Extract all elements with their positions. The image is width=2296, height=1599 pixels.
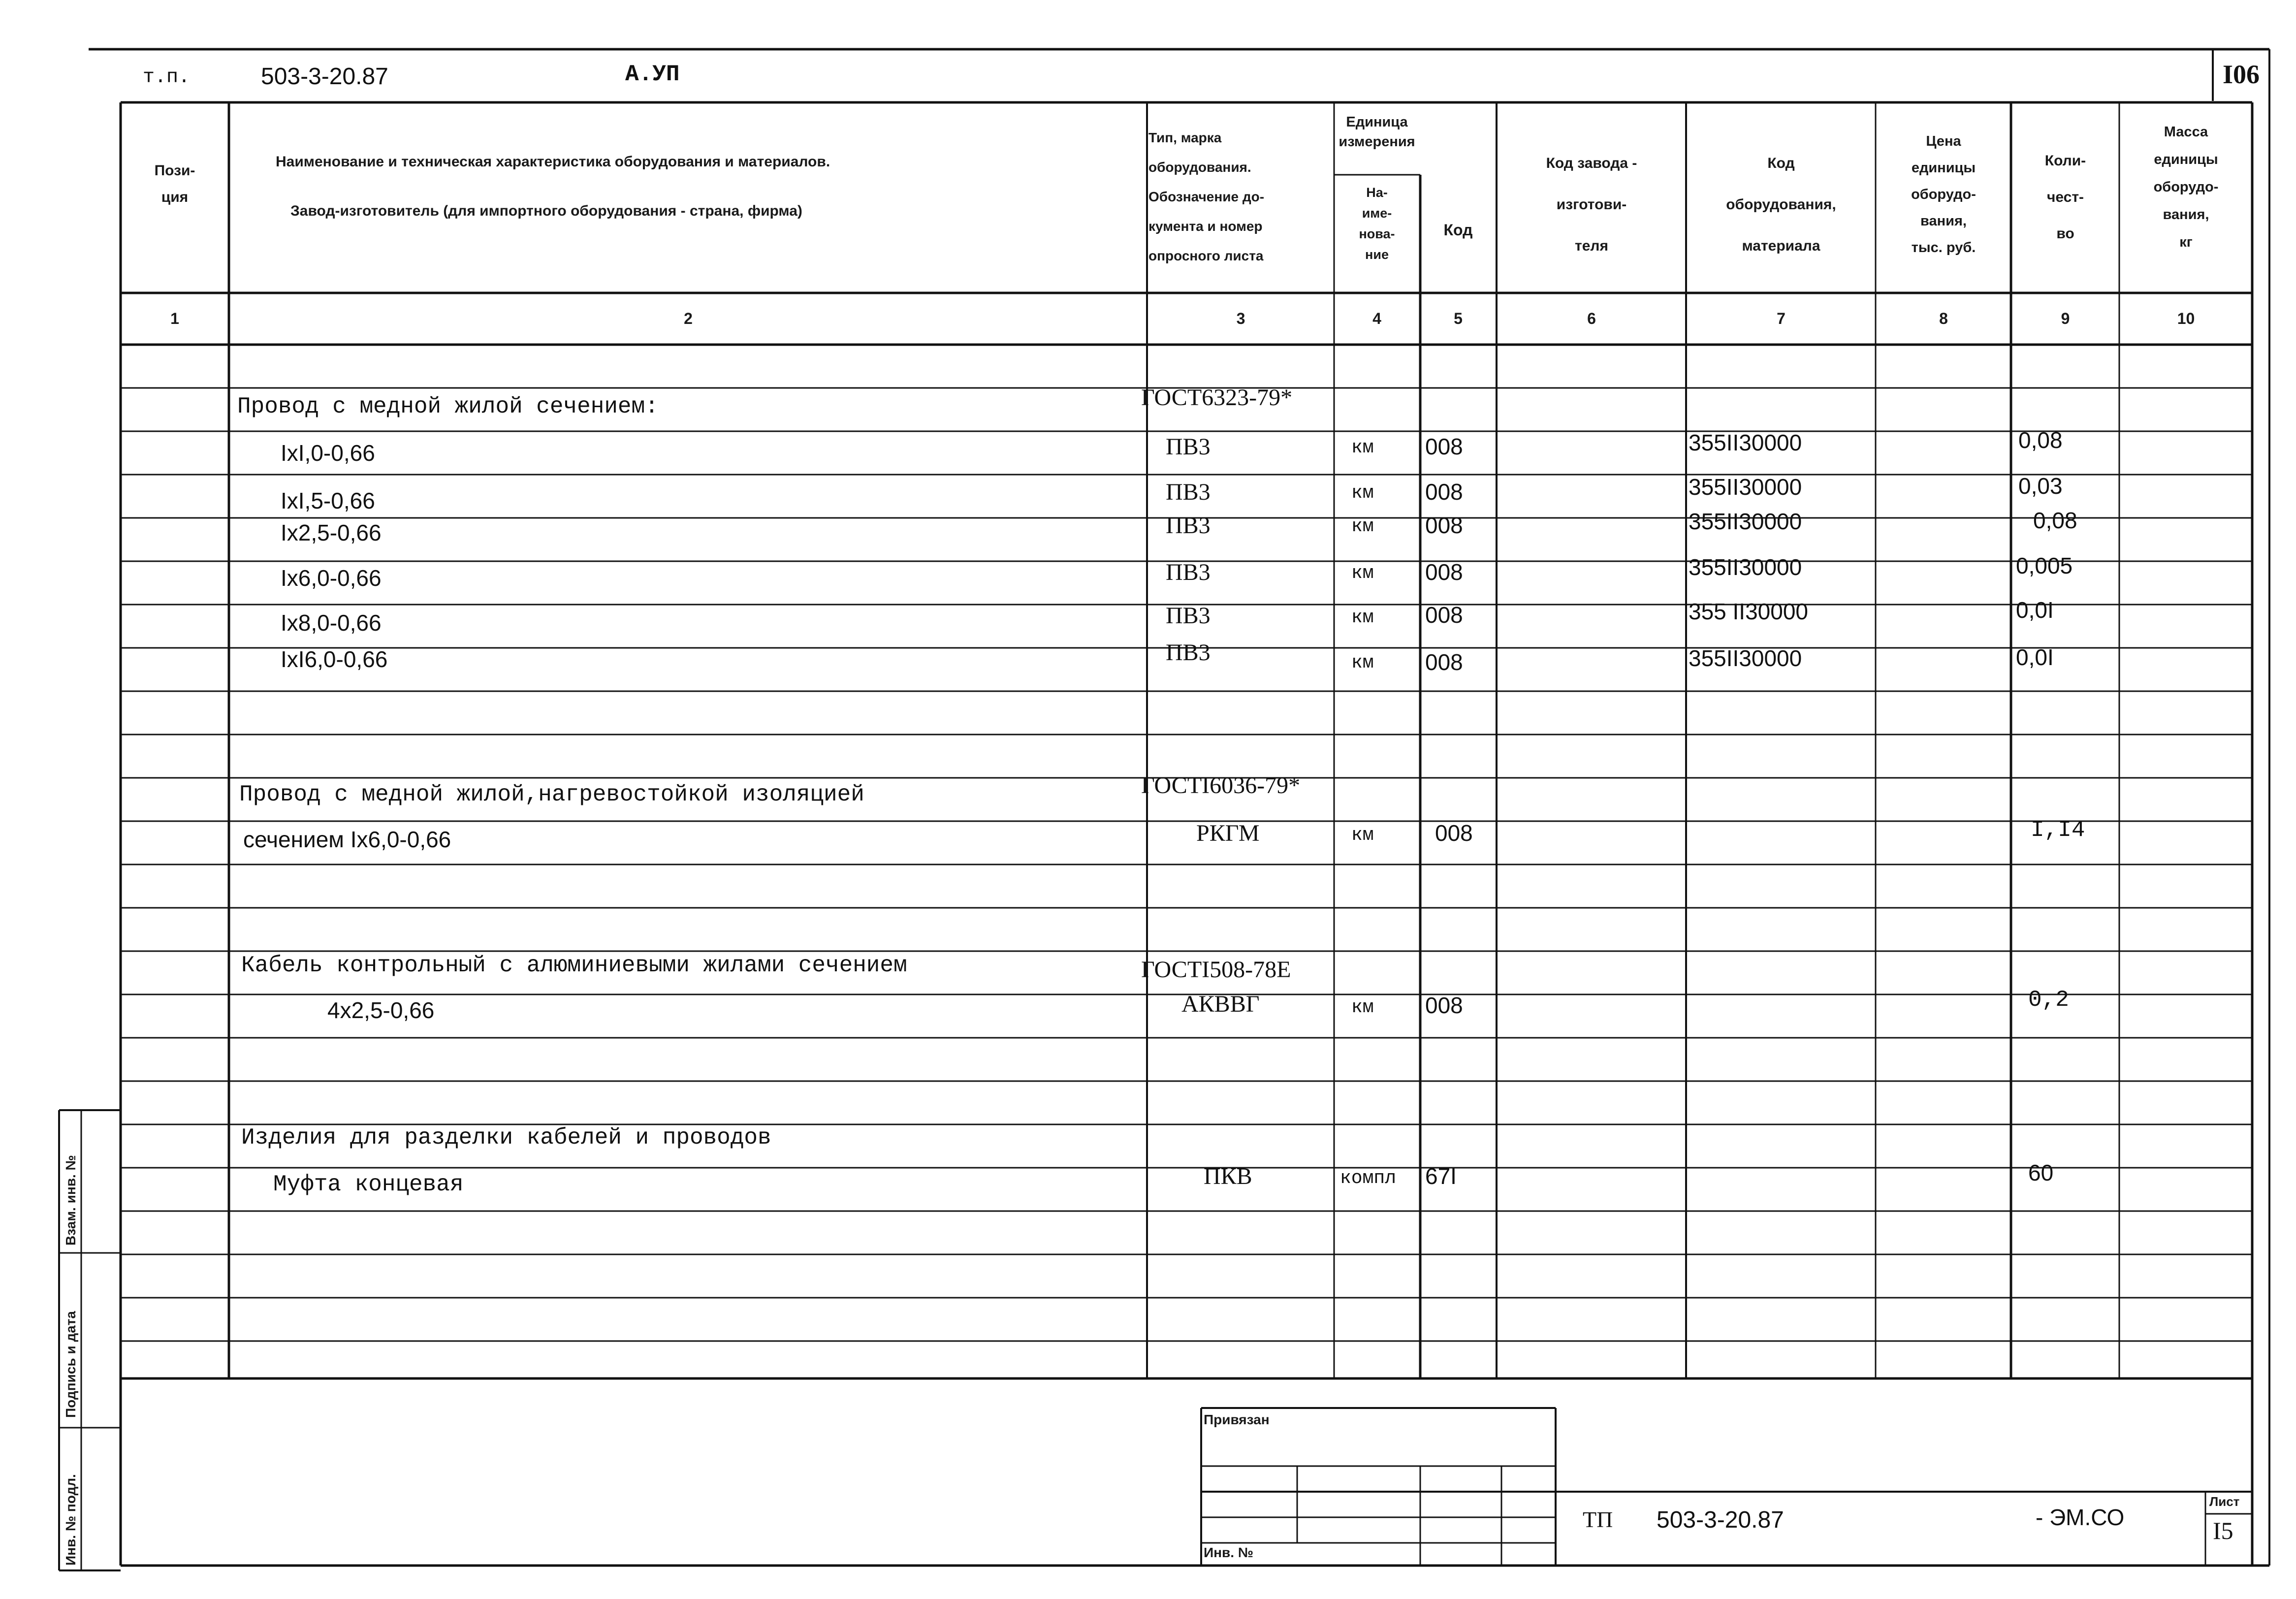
row-13-qty: 60 — [2028, 1160, 2054, 1185]
sidebar-original-inventory: Инв. № подл. — [63, 1474, 78, 1566]
row-9-type: РКГМ — [1196, 820, 1260, 846]
project-code: 503-3-20.87 — [261, 64, 388, 90]
row-5-unit: км — [1351, 563, 1374, 584]
row-9-qty: I,I4 — [2031, 817, 2085, 843]
row-4-qty: 0,08 — [2033, 508, 2077, 533]
row-10-doc: ГОСТI508-78Е — [1141, 957, 1291, 983]
row-1-name: Провод с медной жилой сечением: — [237, 394, 659, 419]
row-13-name: Муфта концевая — [273, 1172, 464, 1197]
row-6-unit: км — [1351, 607, 1374, 628]
row-3-type: ПВ3 — [1166, 479, 1211, 505]
row-5-name: Ix6,0-0,66 — [281, 565, 382, 591]
page-number: I06 — [2223, 60, 2260, 89]
stamp-project-code: 503-3-20.87 — [1657, 1507, 1784, 1533]
row-3-unit: км — [1351, 482, 1374, 504]
sidebar-replace-inventory: Взам. инв. № — [63, 1155, 78, 1246]
stamp-sheet-label: Лист — [2209, 1494, 2240, 1509]
row-3-code: 008 — [1425, 479, 1463, 505]
row-7-type: ПВ3 — [1166, 640, 1211, 666]
row-2-material: 355II30000 — [1689, 430, 1802, 455]
col-unit-group-header: Единица измерения — [1339, 114, 1415, 150]
col-unit-name-header: На- име- нова- ние — [1359, 185, 1395, 262]
row-2-name: IxI,0-0,66 — [281, 440, 375, 466]
col-type-header: Тип, марка оборудования. Обозначение до- кумента и номер опросного листа — [1148, 130, 1265, 263]
row-2-unit: км — [1351, 437, 1374, 458]
album-code: А.УП — [625, 62, 680, 87]
row-6-name: Ix8,0-0,66 — [281, 610, 382, 636]
col-number-4: 4 — [1372, 310, 1381, 327]
row-4-code: 008 — [1425, 512, 1463, 538]
row-6-type: ПВ3 — [1166, 603, 1211, 629]
col-number-10: 10 — [2177, 310, 2195, 327]
row-11-code: 008 — [1425, 992, 1463, 1018]
col-unit-code-header: Код — [1443, 221, 1473, 239]
row-13-unit: компл — [1340, 1168, 1397, 1189]
stamp-document-suffix: - ЭМ.СО — [2036, 1504, 2125, 1530]
col-position-header: Пози- ция — [154, 162, 195, 205]
row-3-qty: 0,03 — [2018, 473, 2063, 499]
row-2-qty: 0,08 — [2018, 427, 2063, 453]
row-5-qty: 0,005 — [2016, 553, 2073, 578]
row-12-name: Изделия для разделки кабелей и проводов — [241, 1125, 771, 1151]
row-3-material: 355II30000 — [1689, 474, 1802, 500]
col-material-code-header: Код оборудования, материала — [1726, 155, 1836, 254]
row-6-material: 355 II30000 — [1689, 599, 1809, 624]
row-3-name: IxI,5-0,66 — [281, 488, 375, 513]
row-4-unit: км — [1351, 516, 1374, 537]
col-quantity-header: Коли- чест- во — [2044, 153, 2086, 242]
row-13-type: ПКВ — [1204, 1163, 1252, 1189]
col-mass-header: Масса единицы оборудо- вания, кг — [2153, 124, 2219, 250]
row-4-material: 355II30000 — [1689, 509, 1802, 534]
stamp-tp: ТП — [1583, 1507, 1613, 1532]
col-name-header-line2: Завод-изготовитель (для импортного оборудования - страна, фирма) — [290, 203, 802, 219]
row-7-qty: 0,0I — [2016, 644, 2054, 670]
row-1-doc: ГОСТ6323-79* — [1141, 384, 1293, 411]
col-number-6: 6 — [1587, 310, 1596, 327]
row-4-name: Ix2,5-0,66 — [281, 520, 382, 545]
col-number-2: 2 — [684, 310, 693, 327]
col-number-3: 3 — [1236, 310, 1245, 327]
row-13-code: 67I — [1425, 1163, 1457, 1189]
row-9-code: 008 — [1435, 820, 1473, 846]
col-plant-code-header: Код завода - изготови- теля — [1546, 155, 1637, 254]
stamp-inventory-label: Инв. № — [1204, 1545, 1254, 1560]
row-5-code: 008 — [1425, 559, 1463, 585]
col-name-header-line1: Наименование и техническая характеристика оборудования и материалов. — [276, 154, 830, 170]
row-6-code: 008 — [1425, 602, 1463, 628]
col-number-5: 5 — [1454, 310, 1463, 327]
doc-prefix: т.п. — [143, 66, 191, 89]
row-7-material: 355II30000 — [1689, 645, 1802, 671]
row-5-type: ПВ3 — [1166, 559, 1211, 585]
col-price-header: Цена единицы оборудо- вания, тыс. руб. — [1911, 133, 1976, 256]
row-6-qty: 0,0I — [2016, 597, 2054, 623]
row-8-name: Провод с медной жилой,нагревостойкой изоляцией — [239, 782, 864, 807]
row-11-unit: км — [1351, 997, 1374, 1018]
row-11-name: 4x2,5-0,66 — [327, 997, 435, 1023]
col-number-1: 1 — [170, 310, 179, 327]
row-9-name: сечением Ix6,0-0,66 — [243, 827, 451, 852]
col-number-8: 8 — [1939, 310, 1948, 327]
row-9-unit: км — [1351, 825, 1374, 846]
stamp-sheet-number: I5 — [2213, 1517, 2233, 1544]
sidebar-signature-date: Подпись и дата — [63, 1311, 78, 1418]
row-7-unit: км — [1351, 652, 1374, 673]
stamp-attached-label: Привязан — [1204, 1412, 1270, 1427]
row-5-material: 355II30000 — [1689, 554, 1802, 580]
row-2-type: ПВ3 — [1166, 434, 1211, 460]
row-11-qty: 0,2 — [2028, 987, 2069, 1013]
row-7-code: 008 — [1425, 649, 1463, 675]
col-number-7: 7 — [1777, 310, 1786, 327]
row-7-name: IxI6,0-0,66 — [281, 646, 388, 672]
row-2-code: 008 — [1425, 434, 1463, 459]
row-11-type: АКВВГ — [1181, 991, 1260, 1017]
row-4-type: ПВ3 — [1166, 512, 1211, 539]
col-number-9: 9 — [2061, 310, 2070, 327]
row-10-name: Кабель контрольный с алюминиевыми жилами сечением — [241, 953, 907, 978]
row-8-doc: ГОСТI6036-79* — [1141, 772, 1301, 799]
